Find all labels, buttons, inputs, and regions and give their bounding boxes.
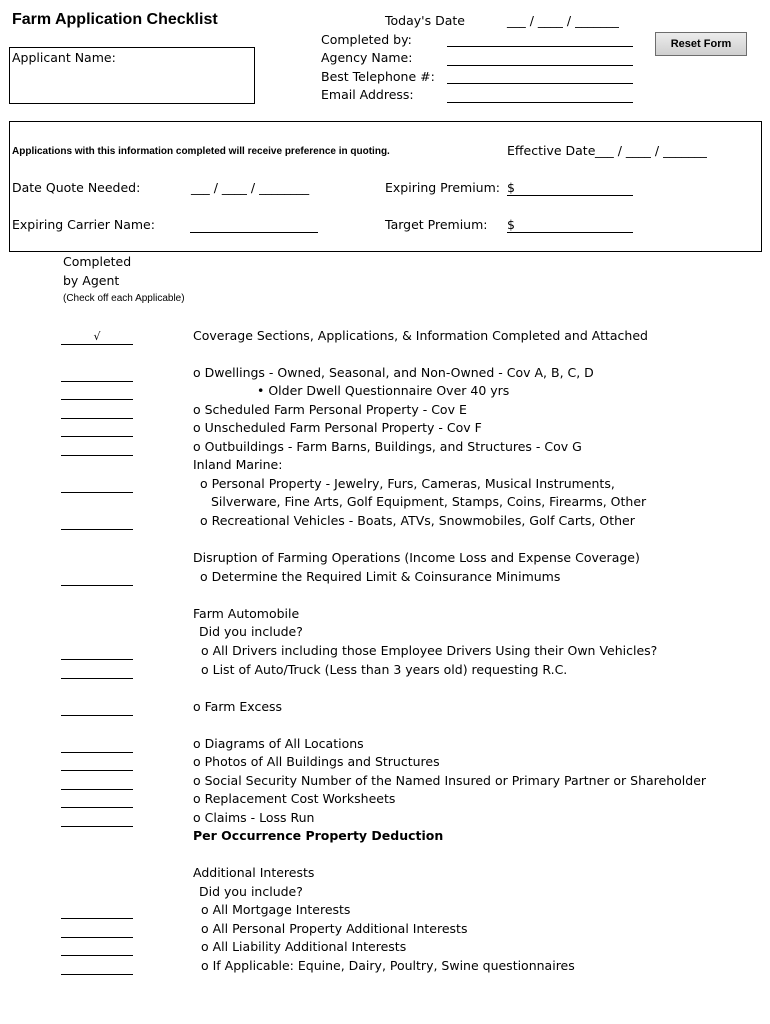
check-line-replacement[interactable] [61,793,133,808]
checklist-item: o All Liability Additional Interests [201,939,407,954]
checklist-item: o All Personal Property Additional Interests [201,921,468,936]
checklist-item: o Outbuildings - Farm Barns, Buildings, and Structures - Cov G [193,439,582,454]
check-line-diagrams[interactable] [61,738,133,753]
check-line-recreational[interactable] [61,515,133,530]
date-quote-needed-label: Date Quote Needed: [12,180,141,195]
email-label: Email Address: [321,87,414,102]
checklist-item: Did you include? [199,884,303,899]
checklist-item: Disruption of Farming Operations (Income Loss and Expense Coverage) [193,550,640,565]
todays-date-field[interactable]: ___ / ____ / _______ [507,13,619,28]
target-premium-field[interactable] [507,232,633,233]
reset-form-button[interactable]: Reset Form [655,32,747,56]
checklist-item: o Claims - Loss Run [193,810,315,825]
target-premium-dollar: $ [507,217,515,232]
check-line-unscheduled[interactable] [61,422,133,437]
applicant-name-box[interactable] [9,47,255,104]
check-line-drivers[interactable] [61,645,133,660]
check-line-liability-interests[interactable] [61,941,133,956]
checklist-item: o Replacement Cost Worksheets [193,791,396,806]
effective-date-label: Effective Date [507,143,596,158]
check-line-coverage[interactable]: √ [61,330,133,345]
completed-by-label: Completed by: [321,32,412,47]
check-line-auto-list[interactable] [61,664,133,679]
expiring-premium-dollar: $ [507,180,515,195]
check-line-scheduled[interactable] [61,404,133,419]
checklist-item: Coverage Sections, Applications, & Information Completed and Attached [193,328,648,343]
telephone-field[interactable] [447,83,633,84]
checklist-item: o Photos of All Buildings and Structures [193,754,440,769]
checklist-item: Silverware, Fine Arts, Golf Equipment, Stamps, Coins, Firearms, Other [211,494,647,509]
date-quote-needed-field[interactable]: ___ / ____ / ________ [191,180,310,195]
expiring-premium-field[interactable] [507,195,633,196]
check-line-personal-property[interactable] [61,478,133,493]
effective-date-field[interactable]: ___ / ____ / _______ [595,143,707,158]
check-line-limits[interactable] [61,571,133,586]
checklist-item: • Older Dwell Questionnaire Over 40 yrs [257,383,510,398]
preference-note: Applications with this information completed will receive preference in quoting. [12,146,390,157]
checklist-item: o Recreational Vehicles - Boats, ATVs, Snowmobiles, Golf Carts, Other [200,513,635,528]
applicant-name-label: Applicant Name: [12,50,116,65]
checklist-item: Did you include? [199,624,303,639]
expiring-carrier-field[interactable] [190,232,318,233]
checklist-item: Additional Interests [193,865,315,880]
checklist-item: o Dwellings - Owned, Seasonal, and Non-Owned - Cov A, B, C, D [193,365,594,380]
checklist-item: o Determine the Required Limit & Coinsurance Minimums [200,569,561,584]
check-line-photos[interactable] [61,756,133,771]
expiring-carrier-label: Expiring Carrier Name: [12,217,155,232]
agency-name-label: Agency Name: [321,50,413,65]
check-line-dwellings[interactable] [61,367,133,382]
checklist-item: o Farm Excess [193,699,283,714]
checklist-item: o All Drivers including those Employee Drivers Using their Own Vehicles? [201,643,658,658]
checklist-item: Per Occurrence Property Deduction [193,828,444,843]
checklist-item: o Unscheduled Farm Personal Property - Cov F [193,420,482,435]
check-line-personal-interests[interactable] [61,923,133,938]
checklist-item: Inland Marine: [193,457,283,472]
expiring-premium-label: Expiring Premium: [385,180,500,195]
todays-date-label: Today's Date [385,13,465,28]
check-line-ssn[interactable] [61,775,133,790]
agency-name-field[interactable] [447,65,633,66]
agent-note: (Check off each Applicable) [63,293,185,304]
checklist-item: Farm Automobile [193,606,300,621]
check-line-older-dwell[interactable] [61,385,133,400]
check-line-questionnaires[interactable] [61,960,133,975]
target-premium-label: Target Premium: [385,217,488,232]
checklist-item: o List of Auto/Truck (Less than 3 years old) requesting R.C. [201,662,568,677]
checklist-item: o Social Security Number of the Named Insured or Primary Partner or Shareholder [193,773,707,788]
checklist-item: o Diagrams of All Locations [193,736,364,751]
agent-heading-1: Completed [63,254,132,269]
checklist-item: o If Applicable: Equine, Dairy, Poultry, Swine questionnaires [201,958,575,973]
completed-by-field[interactable] [447,46,633,47]
checklist-item: o Personal Property - Jewelry, Furs, Cameras, Musical Instruments, [200,476,615,491]
checklist-item: o All Mortgage Interests [201,902,351,917]
telephone-label: Best Telephone #: [321,69,435,84]
agent-heading-2: by Agent [63,273,120,288]
checklist-item: o Scheduled Farm Personal Property - Cov E [193,402,467,417]
check-line-outbuildings[interactable] [61,441,133,456]
check-line-mortgage[interactable] [61,904,133,919]
check-line-farm-excess[interactable] [61,701,133,716]
email-field[interactable] [447,102,633,103]
page-title: Farm Application Checklist [12,11,218,28]
check-line-claims[interactable] [61,812,133,827]
